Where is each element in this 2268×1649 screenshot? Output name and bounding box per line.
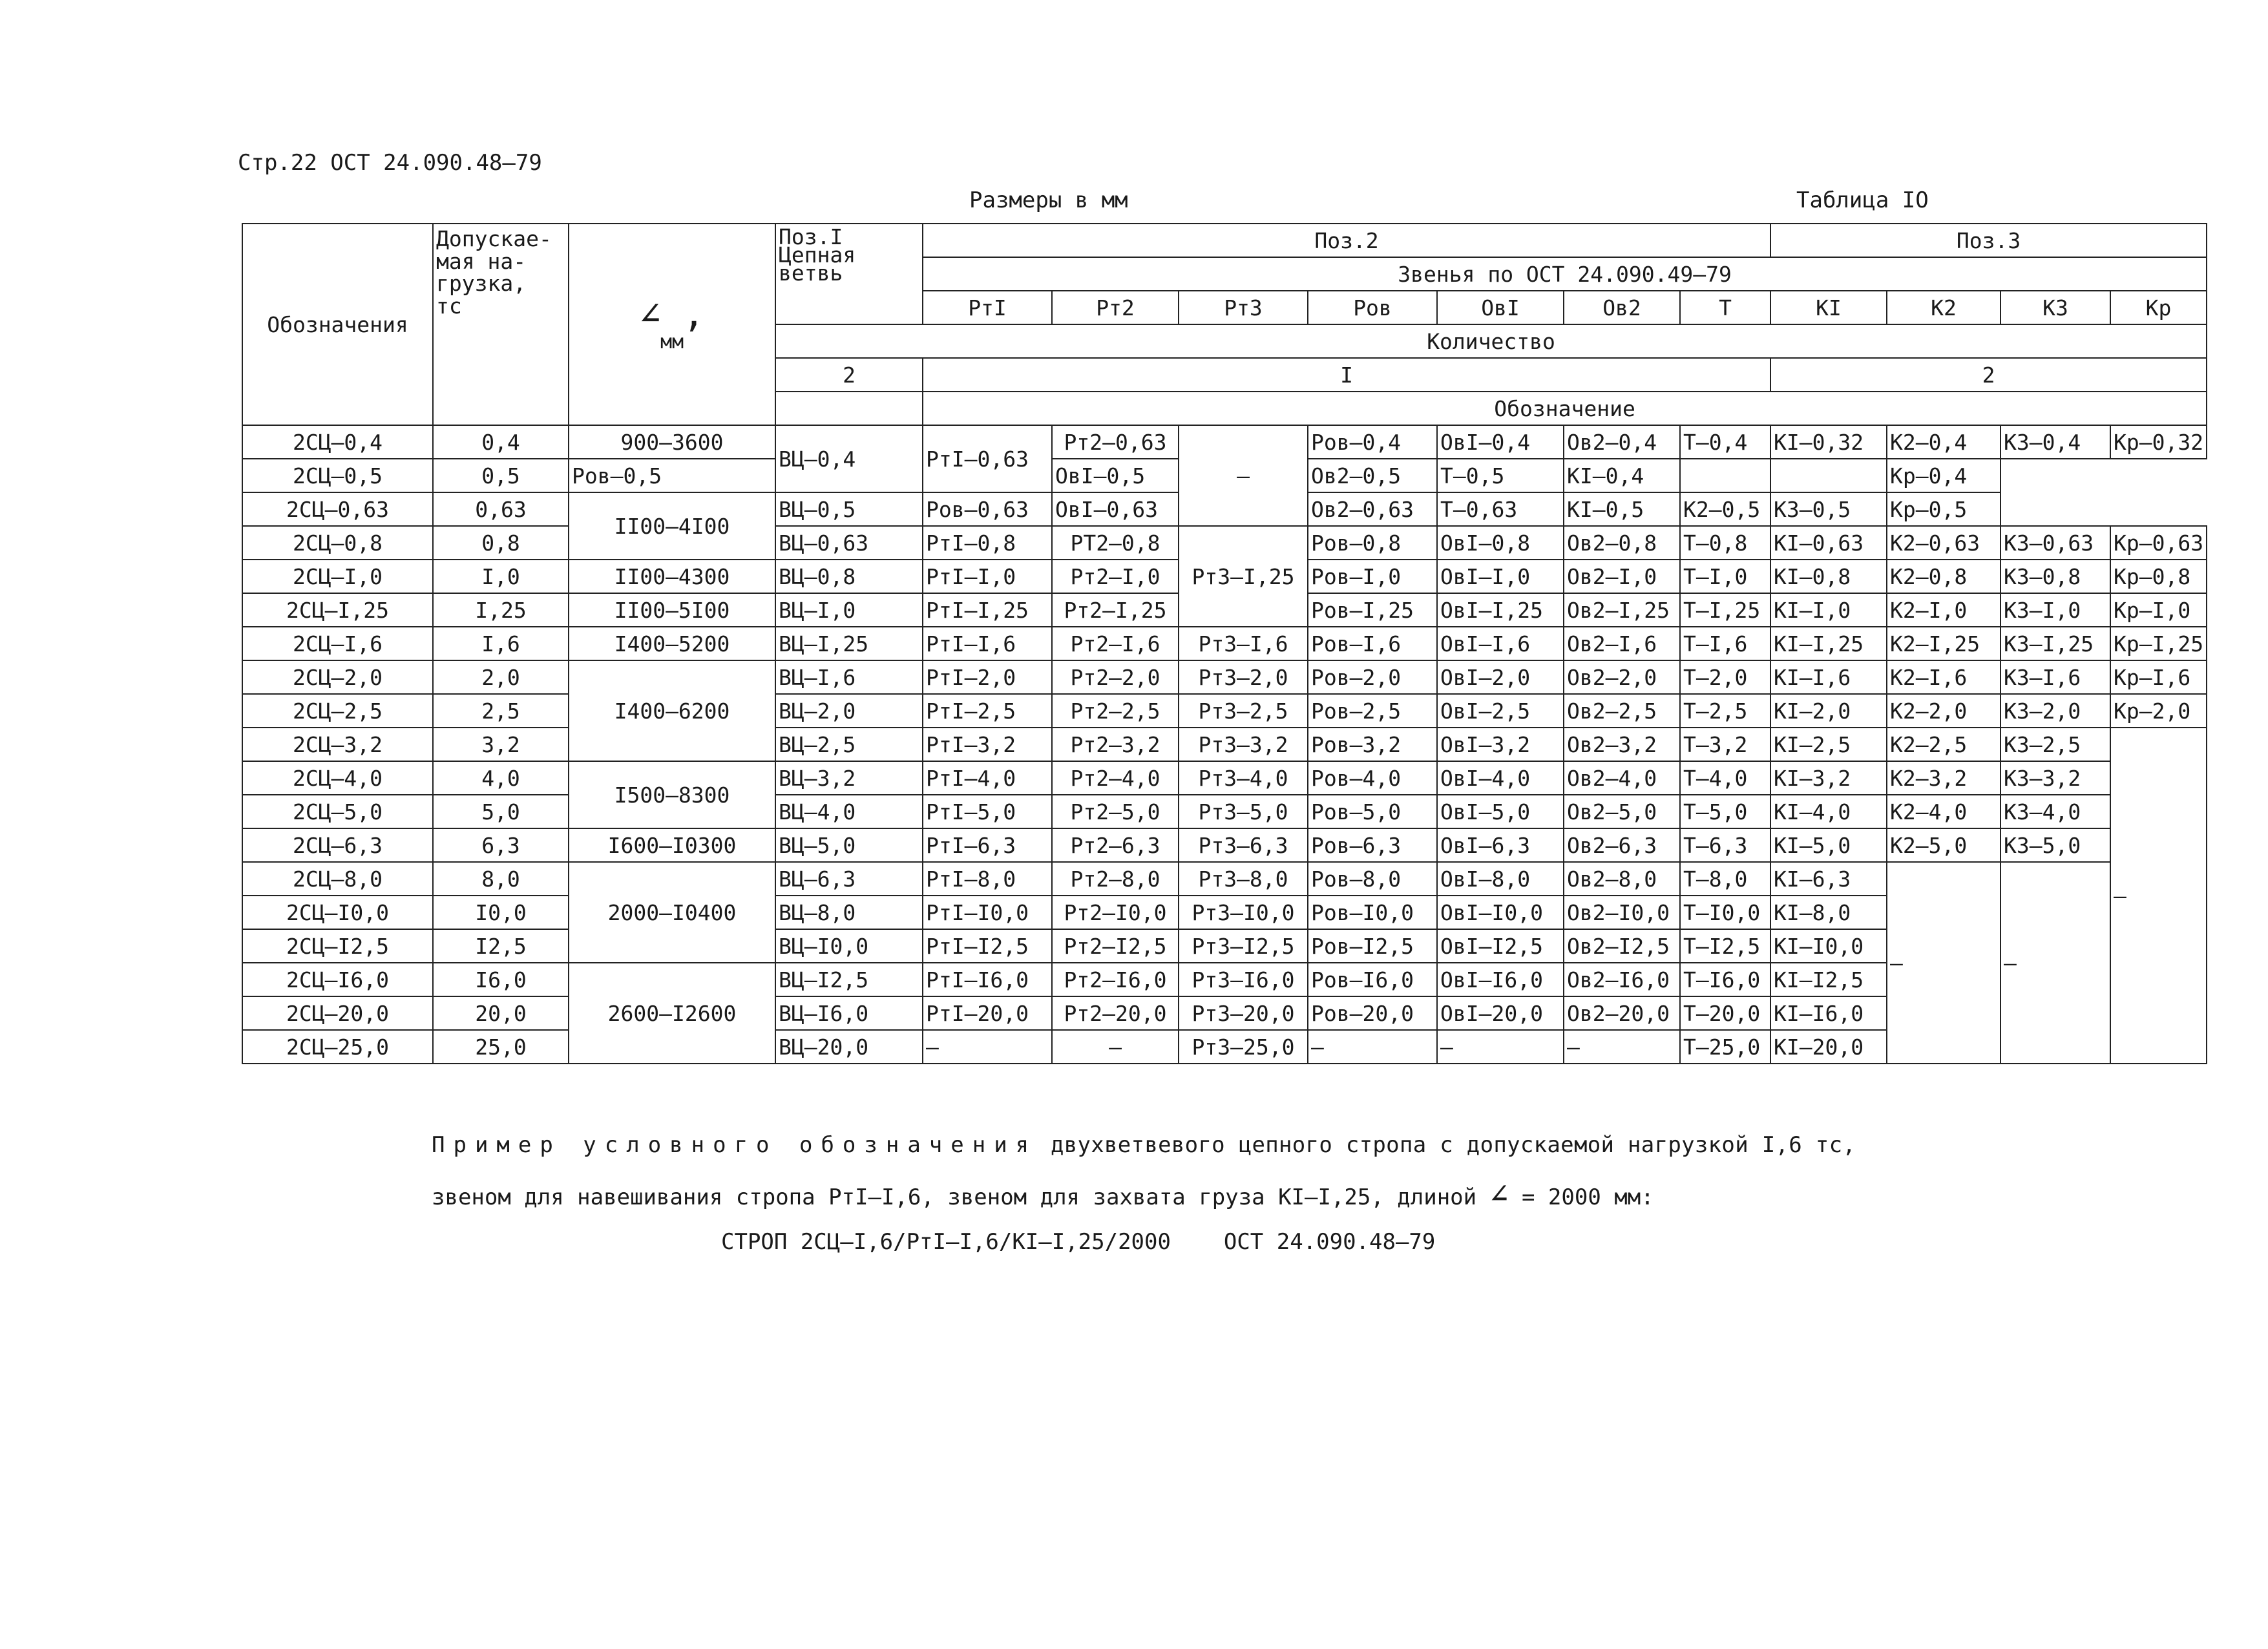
table-cell: Ров–I6,0: [1308, 963, 1437, 996]
table-cell: ВЦ–0,5: [775, 492, 923, 526]
table-cell: К3–0,63: [2000, 526, 2110, 560]
table-cell: Ов2–0,8: [1564, 526, 1680, 560]
table-cell: –: [2000, 862, 2110, 1064]
pos2-header: Поз.2: [923, 224, 1770, 257]
row-designation: 2СЦ–25,0: [242, 1030, 433, 1064]
table-cell: Ров–I,6: [1308, 627, 1437, 660]
table-cell: ВЦ–2,5: [775, 728, 923, 761]
table-cell: РтI–2,0: [923, 660, 1052, 694]
table-cell: 2,0: [433, 660, 569, 694]
table-cell: 6,3: [433, 828, 569, 862]
table-cell: ВЦ–0,4: [775, 425, 923, 492]
table-cell: Рт2–0,63: [1052, 425, 1179, 459]
table-row: [242, 526, 2207, 560]
table-cell: К2–2,5: [1887, 728, 2000, 761]
table-cell: РтI–0,8: [923, 526, 1052, 560]
table-cell: ОвI–0,63: [1052, 492, 1179, 526]
table-cell: Ров–3,2: [1308, 728, 1437, 761]
table-cell: 2000–I0400: [569, 862, 775, 963]
table-cell: I400–5200: [569, 627, 775, 660]
link-type-header: Рт3: [1179, 291, 1308, 324]
table-cell: Рт3–4,0: [1179, 761, 1308, 795]
table-cell: Т–2,5: [1680, 694, 1770, 728]
table-cell: Т–0,5: [1437, 459, 1564, 492]
table-cell: ВЦ–2,0: [775, 694, 923, 728]
length-unit: мм: [660, 331, 684, 353]
table-cell: Рт2–2,0: [1052, 660, 1179, 694]
table-cell: I0,0: [433, 896, 569, 929]
link-type-header: РтI: [923, 291, 1052, 324]
row-designation: 2СЦ–I0,0: [242, 896, 433, 929]
table-cell: Т–20,0: [1680, 996, 1770, 1030]
table-cell: К3–3,2: [2000, 761, 2110, 795]
table-cell: I2,5: [433, 929, 569, 963]
table-cell: –: [1437, 1030, 1564, 1064]
table-cell: –: [1179, 425, 1308, 526]
table-cell: ВЦ–0,63: [775, 526, 923, 560]
table-cell: I6,0: [433, 963, 569, 996]
example-line-1: [432, 1132, 1856, 1158]
table-cell: Рт3–2,0: [1179, 660, 1308, 694]
table-cell: Ов2–I,25: [1564, 593, 1680, 627]
row-designation: 2СЦ–0,5: [242, 459, 433, 492]
table-cell: –: [1887, 862, 2000, 1064]
row-designation: 2СЦ–3,2: [242, 728, 433, 761]
table-cell: ОвI–2,5: [1437, 694, 1564, 728]
table-cell: ОвI–I2,5: [1437, 929, 1564, 963]
col-designation-header: Обозначения: [242, 224, 433, 425]
table-cell: Рт3–I,6: [1179, 627, 1308, 660]
table-cell: 0,63: [433, 492, 569, 526]
table-cell: Ров–2,0: [1308, 660, 1437, 694]
table-cell: РтI–I0,0: [923, 896, 1052, 929]
table-cell: ОвI–I,6: [1437, 627, 1564, 660]
table-cell: К3–0,8: [2000, 560, 2110, 593]
table-cell: К2–I,25: [1887, 627, 2000, 660]
table-cell: К3–I,25: [2000, 627, 2110, 660]
row-designation: 2СЦ–2,0: [242, 660, 433, 694]
table-cell: ОвI–6,3: [1437, 828, 1564, 862]
table-cell: II00–4I00: [569, 492, 775, 560]
row-designation: 2СЦ–0,4: [242, 425, 433, 459]
link-type-header: Т: [1680, 291, 1770, 324]
table-cell: Рт2–3,2: [1052, 728, 1179, 761]
table-cell: Ов2–8,0: [1564, 862, 1680, 896]
table-cell: РтI–I,6: [923, 627, 1052, 660]
table-cell: Ров–0,5: [569, 459, 775, 492]
table-row: [242, 828, 2207, 862]
table-cell: К2–0,4: [1887, 425, 2000, 459]
table-cell: Кр–I,25: [2110, 627, 2207, 660]
table-cell: Ров–0,63: [923, 492, 1052, 526]
table-cell: Ов2–I0,0: [1564, 896, 1680, 929]
table-cell: РтI–I,0: [923, 560, 1052, 593]
row-designation: 2СЦ–6,3: [242, 828, 433, 862]
table-cell: РтI–8,0: [923, 862, 1052, 896]
table-cell: Ов2–20,0: [1564, 996, 1680, 1030]
table-cell: 0,4: [433, 425, 569, 459]
table-cell: 2,5: [433, 694, 569, 728]
table-cell: КI–0,4: [1564, 459, 1680, 492]
table-cell: ВЦ–I6,0: [775, 996, 923, 1030]
table-cell: Ров–0,4: [1308, 425, 1437, 459]
table-cell: К2–I,0: [1887, 593, 2000, 627]
table-cell: ОвI–I6,0: [1437, 963, 1564, 996]
table-cell: Т–0,8: [1680, 526, 1770, 560]
table-cell: Т–I0,0: [1680, 896, 1770, 929]
link-type-header: ОвI: [1437, 291, 1564, 324]
table-cell: К3–2,0: [2000, 694, 2110, 728]
table-cell: Рт3–25,0: [1179, 1030, 1308, 1064]
table-cell: Т–4,0: [1680, 761, 1770, 795]
pos1-header: Поз.I Цепная ветвь: [775, 224, 923, 324]
table-cell: РтI–6,3: [923, 828, 1052, 862]
table-cell: Рт3–I,25: [1179, 526, 1308, 627]
table-cell: Ов2–0,5: [1308, 459, 1437, 492]
col-load-header: Допускае- мая на- грузка, тс: [433, 224, 569, 425]
table-cell: Рт3–8,0: [1179, 862, 1308, 896]
table-cell: Ров–5,0: [1308, 795, 1437, 828]
table-cell: Рт2–20,0: [1052, 996, 1179, 1030]
table-cell: I600–I0300: [569, 828, 775, 862]
table-cell: Кр–0,5: [1887, 492, 2000, 526]
table-cell: Рт3–I0,0: [1179, 896, 1308, 929]
table-cell: Ров–I,25: [1308, 593, 1437, 627]
table-cell: Рт3–I2,5: [1179, 929, 1308, 963]
table-cell: Рт2–I6,0: [1052, 963, 1179, 996]
table-cell: К2–0,63: [1887, 526, 2000, 560]
table-cell: Ов2–I2,5: [1564, 929, 1680, 963]
table-cell: Кр–0,4: [1887, 459, 2000, 492]
table-cell: Кр–0,32: [2110, 425, 2207, 459]
table-cell: Кр–I,6: [2110, 660, 2207, 694]
row-designation: 2СЦ–0,63: [242, 492, 433, 526]
table-cell: Т–I2,5: [1680, 929, 1770, 963]
table-cell: ОвI–0,5: [1052, 459, 1179, 492]
table-cell: ВЦ–I,6: [775, 660, 923, 694]
table-cell: РтI–3,2: [923, 728, 1052, 761]
table-cell: КI–I6,0: [1770, 996, 1887, 1030]
table-cell: К3–5,0: [2000, 828, 2110, 862]
table-cell: Рт2–I,6: [1052, 627, 1179, 660]
table-cell: ВЦ–0,8: [775, 560, 923, 593]
table-cell: 0,5: [433, 459, 569, 492]
table-cell: ОвI–I,0: [1437, 560, 1564, 593]
table-cell: II00–5I00: [569, 593, 775, 627]
table-row: [242, 660, 2207, 694]
table-cell: Рт3–3,2: [1179, 728, 1308, 761]
table-cell: Рт2–2,5: [1052, 694, 1179, 728]
table-cell: Кр–I,0: [2110, 593, 2207, 627]
example-line-2: [432, 1176, 1654, 1212]
table-cell: Ров–20,0: [1308, 996, 1437, 1030]
table-cell: Рт3–5,0: [1179, 795, 1308, 828]
table-cell: Рт3–2,5: [1179, 694, 1308, 728]
table-cell: Т–8,0: [1680, 862, 1770, 896]
table-cell: ОвI–8,0: [1437, 862, 1564, 896]
table-cell: РтI–I,25: [923, 593, 1052, 627]
link-type-header: Кр: [2110, 291, 2207, 324]
row-designation: 2СЦ–8,0: [242, 862, 433, 896]
row-designation: 2СЦ–I6,0: [242, 963, 433, 996]
table-cell: Т–0,4: [1680, 425, 1770, 459]
table-cell: ВЦ–8,0: [775, 896, 923, 929]
table-cell: Ров–4,0: [1308, 761, 1437, 795]
table-cell: КI–0,8: [1770, 560, 1887, 593]
table-row: [242, 728, 2207, 761]
table-cell: Т–25,0: [1680, 1030, 1770, 1064]
table-cell: [1770, 459, 1887, 492]
table-cell: КI–2,0: [1770, 694, 1887, 728]
table-cell: К2–0,5: [1680, 492, 1770, 526]
table-cell: К3–I,0: [2000, 593, 2110, 627]
table-cell: КI–0,32: [1770, 425, 1887, 459]
row-designation: 2СЦ–20,0: [242, 996, 433, 1030]
table-cell: ОвI–5,0: [1437, 795, 1564, 828]
link-type-header: Рт2: [1052, 291, 1179, 324]
table-cell: Ров–0,8: [1308, 526, 1437, 560]
table-cell: КI–I,6: [1770, 660, 1887, 694]
table-cell: Кр–0,8: [2110, 560, 2207, 593]
page-header: Стр.22 ОСТ 24.090.48–79: [238, 150, 542, 176]
table-cell: ВЦ–6,3: [775, 862, 923, 896]
table-cell: РтI–I6,0: [923, 963, 1052, 996]
table-cell: КI–0,5: [1564, 492, 1680, 526]
table-cell: ОвI–I,25: [1437, 593, 1564, 627]
table-cell: Ов2–I,6: [1564, 627, 1680, 660]
table-cell: КI–I0,0: [1770, 929, 1887, 963]
qty-pos2: I: [923, 358, 1770, 392]
table-cell: К2–I,6: [1887, 660, 2000, 694]
table-cell: ВЦ–I,0: [775, 593, 923, 627]
table-cell: ОвI–3,2: [1437, 728, 1564, 761]
table-cell: К3–2,5: [2000, 728, 2110, 761]
table-cell: Т–I,0: [1680, 560, 1770, 593]
qty-pos3: 2: [1770, 358, 2207, 392]
table-cell: Рт2–I0,0: [1052, 896, 1179, 929]
table-cell: Рт2–I2,5: [1052, 929, 1179, 963]
table-cell: I400–6200: [569, 660, 775, 761]
table-cell: КI–6,3: [1770, 862, 1887, 896]
table-cell: Т–I,25: [1680, 593, 1770, 627]
table-cell: ВЦ–I0,0: [775, 929, 923, 963]
table-cell: К3–0,4: [2000, 425, 2110, 459]
dimensions-note: Размеры в мм: [969, 187, 1128, 213]
example-code: СТРОП 2СЦ–I,6/РтI–I,6/КI–I,25/2000 ОСТ 24.090.48–79: [721, 1229, 1436, 1255]
table-cell: Т–0,63: [1437, 492, 1564, 526]
table-cell: ВЦ–I2,5: [775, 963, 923, 996]
table-cell: Рт2–5,0: [1052, 795, 1179, 828]
table-cell: Рт3–I6,0: [1179, 963, 1308, 996]
table-cell: ВЦ–4,0: [775, 795, 923, 828]
table-cell: ОвI–0,8: [1437, 526, 1564, 560]
table-cell: [1680, 459, 1770, 492]
table-cell: Т–6,3: [1680, 828, 1770, 862]
table-row: [242, 761, 2207, 795]
row-designation: 2СЦ–I,25: [242, 593, 433, 627]
table-cell: 5,0: [433, 795, 569, 828]
table-cell: I,0: [433, 560, 569, 593]
table-cell: –: [1052, 1030, 1179, 1064]
table-cell: Т–I6,0: [1680, 963, 1770, 996]
table-cell: КI–I,0: [1770, 593, 1887, 627]
table-cell: Ров–8,0: [1308, 862, 1437, 896]
row-designation: 2СЦ–5,0: [242, 795, 433, 828]
table-cell: КI–0,63: [1770, 526, 1887, 560]
table-cell: К2–5,0: [1887, 828, 2000, 862]
table-cell: Рт2–6,3: [1052, 828, 1179, 862]
table-cell: Рт2–8,0: [1052, 862, 1179, 896]
table-cell: КI–4,0: [1770, 795, 1887, 828]
table-cell: 4,0: [433, 761, 569, 795]
table-cell: ВЦ–5,0: [775, 828, 923, 862]
table-cell: Т–I,6: [1680, 627, 1770, 660]
length-symbol: ∠ ,: [639, 293, 705, 335]
table-cell: КI–5,0: [1770, 828, 1887, 862]
table-cell: 3,2: [433, 728, 569, 761]
link-type-header: КI: [1770, 291, 1887, 324]
example-lead: Пример условного обозначения: [432, 1132, 1038, 1158]
table-cell: КI–I2,5: [1770, 963, 1887, 996]
table-cell: РТ2–0,8: [1052, 526, 1179, 560]
quantity-label: Количество: [775, 324, 2207, 358]
table-cell: I500–8300: [569, 761, 775, 828]
table-cell: –: [1308, 1030, 1437, 1064]
table-cell: –: [1564, 1030, 1680, 1064]
table-cell: –: [2110, 728, 2207, 1064]
row-designation: 2СЦ–I,6: [242, 627, 433, 660]
table-cell: РтI–5,0: [923, 795, 1052, 828]
table-cell: К3–4,0: [2000, 795, 2110, 828]
table-cell: КI–2,5: [1770, 728, 1887, 761]
table-cell: РтI–0,63: [923, 425, 1052, 492]
table-cell: II00–4300: [569, 560, 775, 593]
table-cell: КI–20,0: [1770, 1030, 1887, 1064]
table-cell: К3–0,5: [1770, 492, 1887, 526]
table-cell: Кр–2,0: [2110, 694, 2207, 728]
table-number: Таблица IO: [1796, 187, 1929, 213]
table-cell: К2–0,8: [1887, 560, 2000, 593]
links-reference: Звенья по ОСТ 24.090.49–79: [923, 257, 2207, 291]
table-cell: КI–3,2: [1770, 761, 1887, 795]
table-cell: 2600–I2600: [569, 963, 775, 1064]
link-type-header: Ов2: [1564, 291, 1680, 324]
table-cell: Ов2–5,0: [1564, 795, 1680, 828]
table-cell: Ов2–0,63: [1308, 492, 1437, 526]
table-cell: Ов2–6,3: [1564, 828, 1680, 862]
table-cell: Ров–I2,5: [1308, 929, 1437, 963]
example-line-2-a: звеном для навешивания стропа РтI–I,6, звеном для захвата груза КI–I,25, длиной: [432, 1184, 1477, 1210]
table-cell: РтI–I2,5: [923, 929, 1052, 963]
table-cell: 900–3600: [569, 425, 775, 459]
row-designation: 2СЦ–0,8: [242, 526, 433, 560]
link-type-header: К2: [1887, 291, 2000, 324]
col-length-header: [569, 224, 775, 425]
table-cell: –: [923, 1030, 1052, 1064]
table-cell: РтI–20,0: [923, 996, 1052, 1030]
table-cell: 20,0: [433, 996, 569, 1030]
table-cell: I,6: [433, 627, 569, 660]
table-cell: ВЦ–I,25: [775, 627, 923, 660]
table-cell: ОвI–0,4: [1437, 425, 1564, 459]
link-type-header: К3: [2000, 291, 2110, 324]
link-type-header: Ров: [1308, 291, 1437, 324]
pos3-header: Поз.3: [1770, 224, 2207, 257]
row-designation: 2СЦ–I,0: [242, 560, 433, 593]
table-cell: РтI–4,0: [923, 761, 1052, 795]
row-designation: 2СЦ–I2,5: [242, 929, 433, 963]
table-cell: К2–3,2: [1887, 761, 2000, 795]
table-cell: 8,0: [433, 862, 569, 896]
table-row: [242, 862, 2207, 896]
table-cell: Кр–0,63: [2110, 526, 2207, 560]
table-cell: ОвI–I0,0: [1437, 896, 1564, 929]
table-cell: РтI–2,5: [923, 694, 1052, 728]
table-cell: ОвI–20,0: [1437, 996, 1564, 1030]
table-cell: 0,8: [433, 526, 569, 560]
table-cell: К2–2,0: [1887, 694, 2000, 728]
table-cell: Ров–I,0: [1308, 560, 1437, 593]
qty-pos1: 2: [775, 358, 923, 392]
table-cell: Ов2–3,2: [1564, 728, 1680, 761]
table-cell: 25,0: [433, 1030, 569, 1064]
table-row: [242, 795, 2207, 828]
table-cell: I,25: [433, 593, 569, 627]
table-cell: ВЦ–3,2: [775, 761, 923, 795]
sling-table: [242, 223, 2207, 1064]
example-line-1-text: двухветвевого цепного стропа с допускаемой нагрузкой I,6 тс,: [1050, 1132, 1856, 1158]
table-cell: ОвI–2,0: [1437, 660, 1564, 694]
example-line-2-b: = 2000 мм:: [1521, 1184, 1654, 1210]
table-cell: Ов2–2,5: [1564, 694, 1680, 728]
table-cell: ВЦ–20,0: [775, 1030, 923, 1064]
table-cell: Рт3–20,0: [1179, 996, 1308, 1030]
table-cell: Рт3–6,3: [1179, 828, 1308, 862]
table-cell: Т–5,0: [1680, 795, 1770, 828]
table-cell: Т–2,0: [1680, 660, 1770, 694]
table-cell: Ов2–I6,0: [1564, 963, 1680, 996]
table-cell: Рт2–I,0: [1052, 560, 1179, 593]
table-cell: Рт2–I,25: [1052, 593, 1179, 627]
row-designation: 2СЦ–4,0: [242, 761, 433, 795]
table-cell: Ов2–I,0: [1564, 560, 1680, 593]
table-cell: КI–8,0: [1770, 896, 1887, 929]
table-row: [242, 425, 2207, 459]
table-row: [242, 694, 2207, 728]
table-cell: Ов2–2,0: [1564, 660, 1680, 694]
length-symbol-inline: ∠: [1489, 1176, 1509, 1212]
table-cell: ОвI–4,0: [1437, 761, 1564, 795]
designation-label: Обозначение: [923, 392, 2207, 425]
table-cell: К2–4,0: [1887, 795, 2000, 828]
table-cell: К3–I,6: [2000, 660, 2110, 694]
table-cell: Т–3,2: [1680, 728, 1770, 761]
table-row: [242, 627, 2207, 660]
row-designation: 2СЦ–2,5: [242, 694, 433, 728]
table-cell: Ров–6,3: [1308, 828, 1437, 862]
table-cell: Ов2–4,0: [1564, 761, 1680, 795]
table-cell: КI–I,25: [1770, 627, 1887, 660]
table-cell: Ов2–0,4: [1564, 425, 1680, 459]
table-cell: Ров–I0,0: [1308, 896, 1437, 929]
table-cell: Рт2–4,0: [1052, 761, 1179, 795]
table-cell: Ров–2,5: [1308, 694, 1437, 728]
